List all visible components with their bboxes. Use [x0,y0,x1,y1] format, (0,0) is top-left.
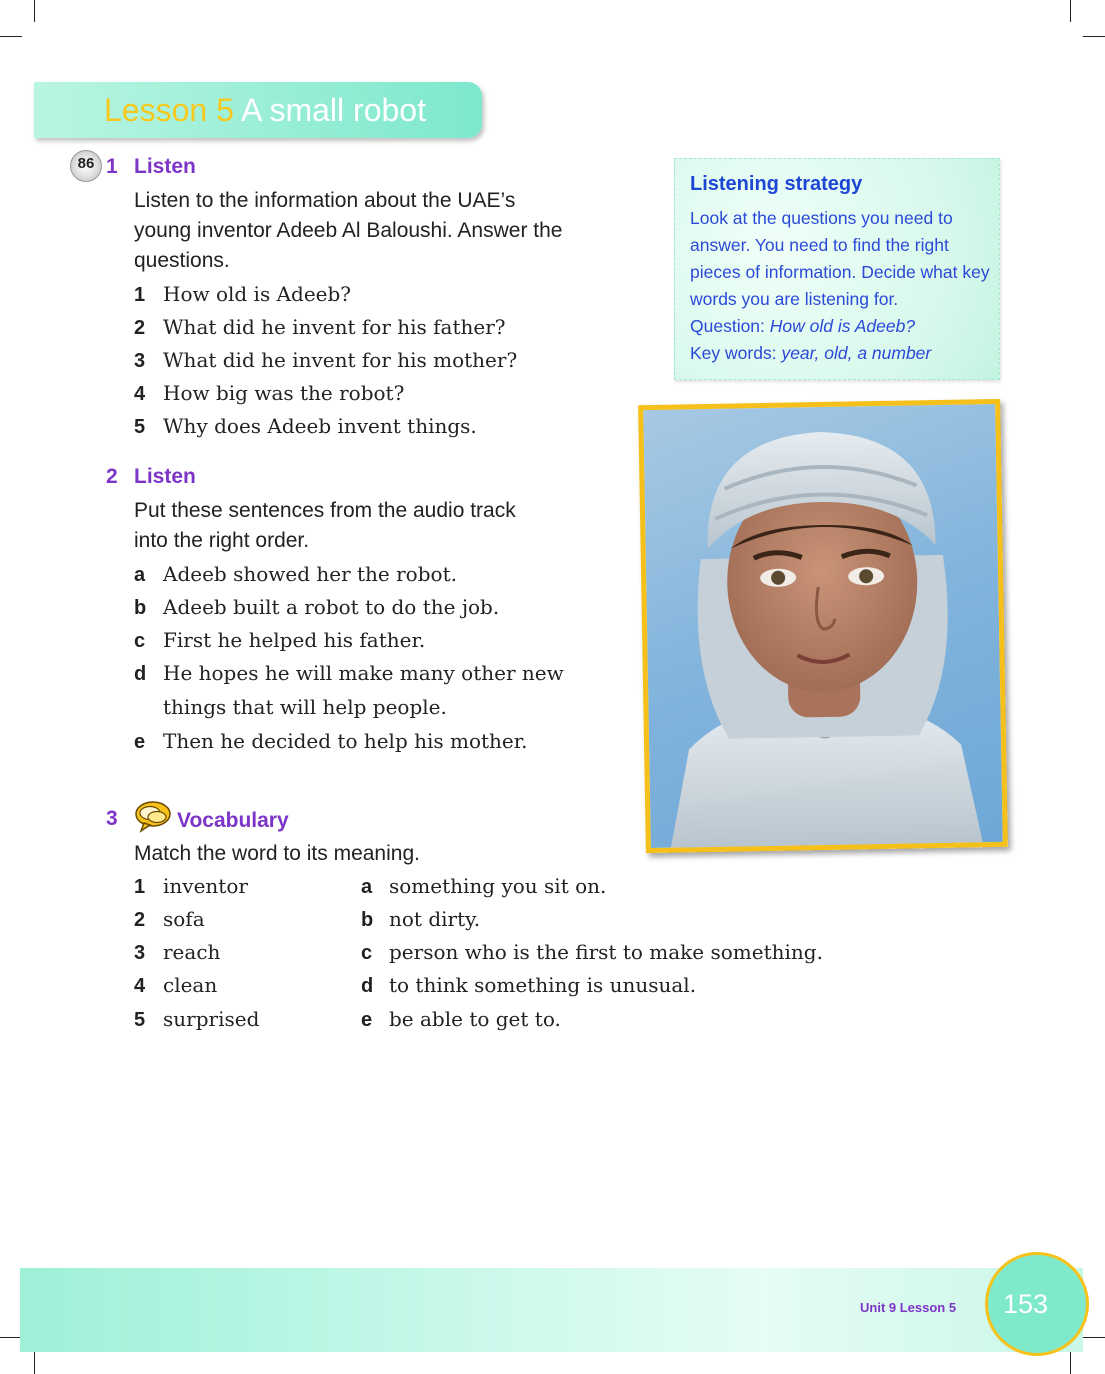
section-1-number: 1 [106,155,118,178]
question-text: How big was the robot? [163,381,405,405]
strategy-body: Look at the questions you need to answer. You need to find the right pieces of information. Decide what key words you are listening for. [690,208,990,309]
section-2-title: Listen [134,465,196,488]
lesson-name: A small robot [241,92,426,128]
lesson-title [104,92,426,128]
sentence-letter: d [134,663,147,685]
sentence-text: Adeeb showed her the robot. [163,562,457,586]
section-1-instructions: Listen to the information about the UAE’s young inventor Adeeb Al Baloushi. Answer the questions. [134,189,563,272]
section-3-title: Vocabulary [177,809,289,832]
sentence-letter: c [134,630,146,652]
portrait-drawing [643,404,1003,848]
crop-mark [34,0,35,22]
crop-mark [1083,36,1105,37]
vocab-word: sofa [163,907,205,931]
vocab-meaning: to think something is unusual. [389,973,697,997]
section-2-number: 2 [106,465,118,488]
section-1-title: Listen [134,155,196,178]
crop-mark [0,1337,22,1338]
section-3-number: 3 [106,807,118,830]
sentence-text-continued: things that will help people. [163,695,447,719]
sentence-letter: b [134,597,147,619]
section-2-instructions: Put these sentences from the audio track into the right order. [134,499,516,552]
vocab-meaning: not dirty. [389,907,481,931]
strategy-question-example: How old is Adeeb? [769,316,916,336]
question-text: Why does Adeeb invent things. [163,414,477,438]
meaning-letter: b [361,909,374,931]
listening-strategy-text [690,205,990,367]
page-number: 153 [1003,1289,1049,1319]
crop-mark [1083,1337,1105,1338]
question-number: 1 [134,284,146,306]
boy-portrait-illustration [638,399,1008,853]
vocab-meaning: something you sit on. [389,874,607,898]
meaning-letter: c [361,942,373,964]
footer-unit-label: Unit 9 Lesson 5 [860,1300,957,1315]
vocab-word: clean [163,973,218,997]
crop-mark [1070,0,1071,22]
question-number: 2 [134,317,146,339]
question-number: 4 [134,383,146,405]
crop-mark [1070,1352,1071,1374]
word-number: 4 [134,975,146,997]
listening-strategy-title: Listening strategy [690,173,863,195]
vocab-word: inventor [163,874,248,898]
word-number: 3 [134,942,146,964]
question-text: How old is Adeeb? [163,282,352,306]
speech-bubbles-icon [134,799,172,833]
question-number: 5 [134,416,146,438]
section-3-instructions: Match the word to its meaning. [134,842,420,865]
vocab-meaning: person who is the first to make something. [389,940,823,964]
vocab-word: reach [163,940,221,964]
meaning-letter: e [361,1009,373,1031]
sentence-letter: e [134,731,146,753]
question-text: What did he invent for his father? [163,315,506,339]
meaning-letter: d [361,975,374,997]
strategy-keywords-label: Key words: [690,343,777,363]
word-number: 1 [134,876,146,898]
meaning-letter: a [361,876,373,898]
question-number: 3 [134,350,146,372]
sentence-text: First he helped his father. [163,628,426,652]
vocab-word: surprised [163,1007,260,1031]
strategy-question-label: Question: [690,316,765,336]
audio-track-number: 86 [77,155,95,172]
vocab-meaning: be able to get to. [389,1007,561,1031]
sentence-letter: a [134,564,146,586]
word-number: 5 [134,1009,146,1031]
lesson-label: Lesson 5 [104,92,234,128]
question-text: What did he invent for his mother? [163,348,518,372]
word-number: 2 [134,909,146,931]
sentence-text: Then he decided to help his mother. [163,729,528,753]
crop-mark [0,36,22,37]
sentence-text: He hopes he will make many other new [163,661,564,685]
crop-mark [34,1352,35,1374]
strategy-keywords-example: year, old, a number [781,343,932,363]
sentence-text: Adeeb built a robot to do the job. [163,595,500,619]
